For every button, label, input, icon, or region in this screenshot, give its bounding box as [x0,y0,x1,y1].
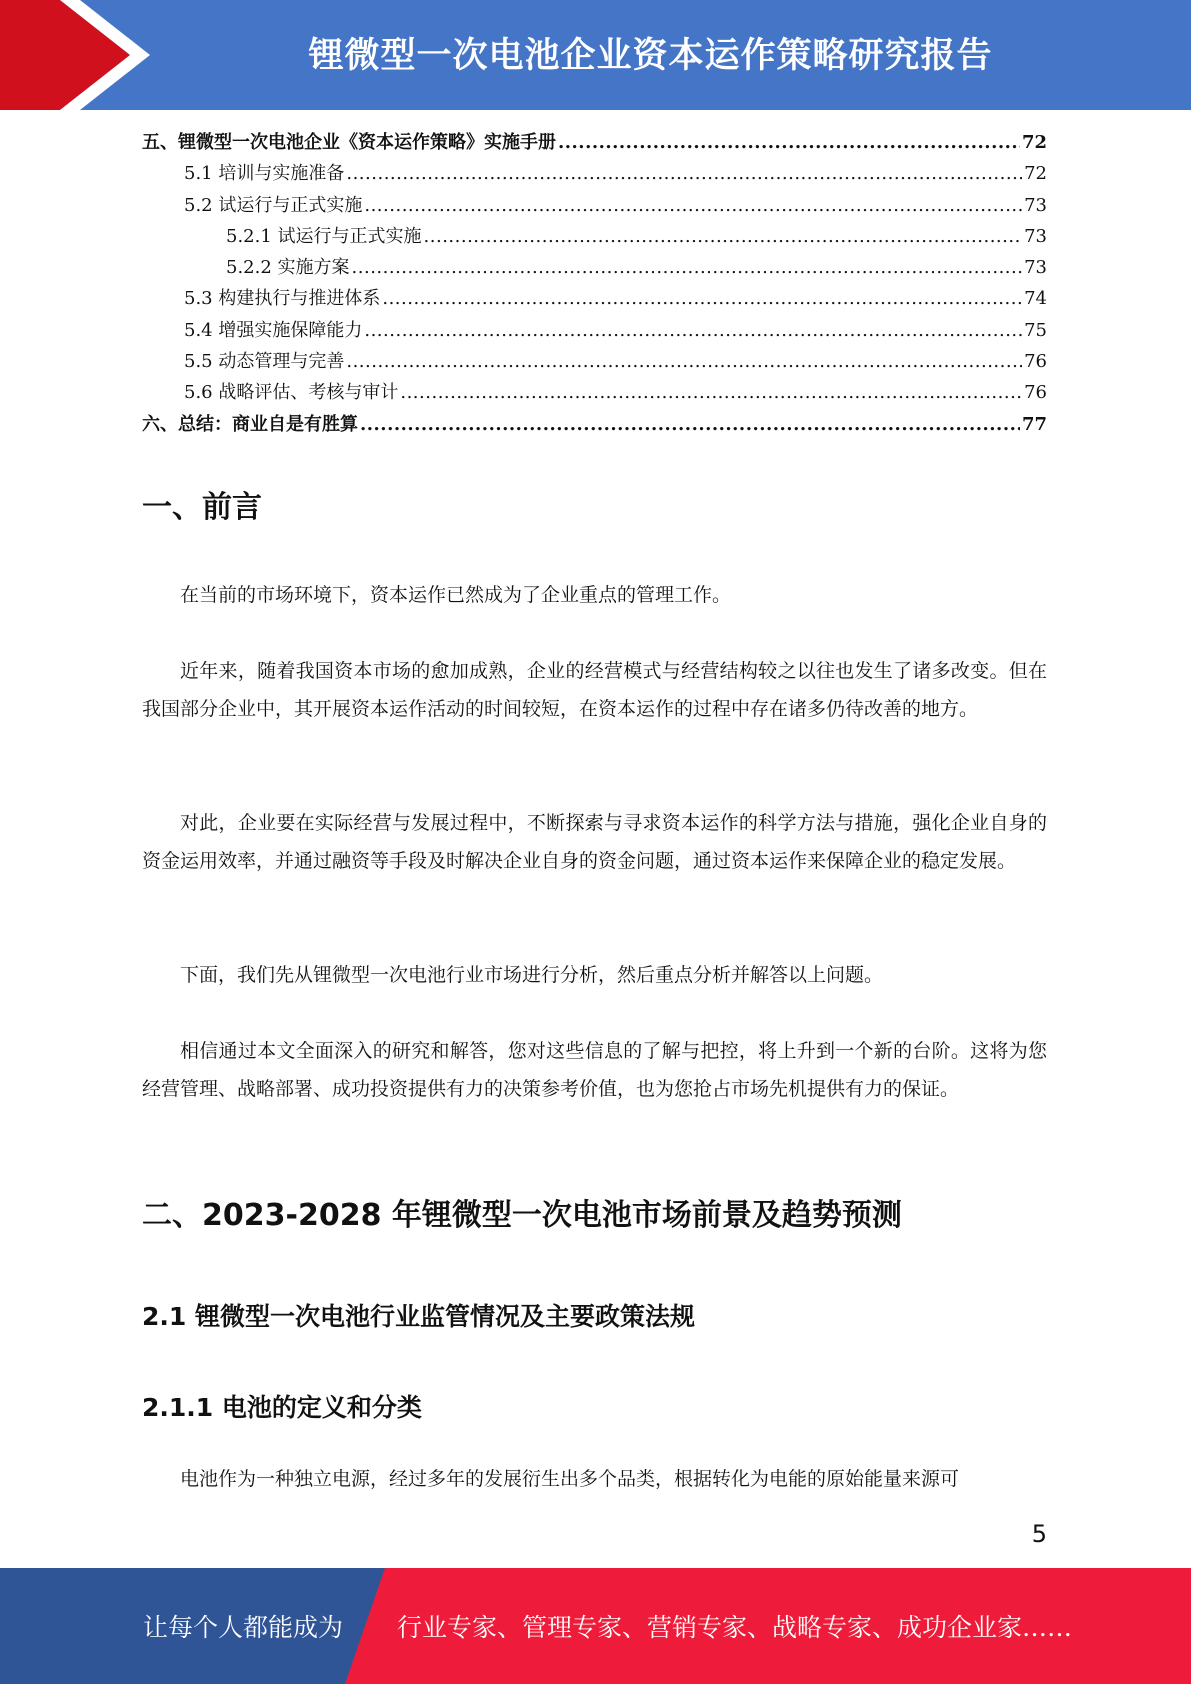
preface-paragraph-4: 下面，我们先从锂微型一次电池行业市场进行分析，然后重点分析并解答以上问题。 [180,964,884,986]
toc-entry-page: 74 [1024,288,1047,310]
toc-dot-leader [352,257,1023,278]
toc-entry[interactable] [142,410,1047,441]
toc-entry-page: 72 [1021,132,1047,153]
toc-entry[interactable] [142,378,1047,409]
toc-entry-page: 73 [1024,194,1047,216]
toc-entry[interactable] [142,347,1047,378]
toc-dot-leader [364,320,1022,341]
toc-entry[interactable] [142,222,1047,253]
toc-entry-label: 5.2 试运行与正式实施 [184,194,363,216]
toc-entry-page: 72 [1024,163,1047,185]
toc-entry-label: 五、锂微型一次电池企业《资本运作策略》实施手册 [142,132,556,153]
toc-entry-label: 5.4 增强实施保障能力 [184,319,363,341]
toc-entry[interactable] [142,284,1047,315]
toc-dot-leader [400,382,1022,403]
toc-entry-label: 5.5 动态管理与完善 [184,351,345,373]
toc-entry-label: 5.6 战略评估、考核与审计 [184,382,399,404]
toc-entry[interactable] [142,191,1047,222]
toc-entry-label: 5.2.1 试运行与正式实施 [226,225,422,247]
preface-heading: 一、前言 [142,490,262,525]
toc-dot-leader [360,414,1020,435]
preface-paragraph-5: 相信通过本文全面深入的研究和解答，您对这些信息的了解与把控，将上升到一个新的台阶。这将为您经营管理、战略部署、成功投资提供有力的决策参考价值，也为您抢占市场先机提供有力的保证。 [142,1040,1047,1100]
toc-entry-page: 73 [1024,225,1047,247]
toc-dot-leader [382,288,1022,309]
report-title: 锂微型一次电池企业资本运作策略研究报告 [308,36,993,76]
header-banner [0,0,1191,110]
page-number: 5 [1031,1520,1047,1548]
section-2-1-heading: 2.1 锂微型一次电池行业监管情况及主要政策法规 [142,1302,695,1331]
toc-entry[interactable] [142,316,1047,347]
preface-paragraph-1: 在当前的市场环境下，资本运作已然成为了企业重点的管理工作。 [180,584,732,606]
table-of-contents [142,128,1047,441]
toc-entry-label: 5.1 培训与实施准备 [184,163,345,185]
toc-entry-page: 77 [1021,413,1047,435]
footer-banner [0,1568,1191,1684]
section-2-1-1-heading: 2.1.1 电池的定义和分类 [142,1393,422,1422]
toc-dot-leader [558,132,1020,153]
preface-paragraph-2: 近年来，随着我国资本市场的愈加成熟，企业的经营模式与经营结构较之以往也发生了诸多改变。但在我国部分企业中，其开展资本运作活动的时间较短，在资本运作的过程中存在诸多仍待改善的地方。 [142,660,1047,720]
toc-entry[interactable] [142,128,1047,159]
preface-paragraph-3: 对此，企业要在实际经营与发展过程中，不断探索与寻求资本运作的科学方法与措施，强化企业自身的资金运用效率，并通过融资等手段及时解决企业自身的资金问题，通过资本运作来保障企业的稳定发展。 [142,812,1047,872]
toc-dot-leader [364,195,1022,216]
toc-entry-page: 76 [1024,351,1047,373]
section-2-1-1-paragraph: 电池作为一种独立电源，经过多年的发展衍生出多个品类，根据转化为电能的原始能量来源可 [180,1468,960,1490]
toc-entry-label: 5.3 构建执行与推进体系 [184,288,381,310]
footer-right-text: 行业专家、管理专家、营销专家、战略专家、成功企业家…… [397,1613,1073,1642]
chapter-2-heading: 二、2023-2028 年锂微型一次电池市场前景及趋势预测 [142,1198,902,1233]
toc-entry-page: 75 [1024,319,1047,341]
toc-entry-label: 5.2.2 实施方案 [226,257,350,279]
footer-left-text: 让每个人都能成为 [143,1613,344,1642]
toc-dot-leader [424,226,1023,247]
toc-dot-leader [346,163,1022,184]
toc-entry-page: 76 [1024,382,1047,404]
toc-dot-leader [346,351,1022,372]
toc-entry-page: 73 [1024,257,1047,279]
toc-entry[interactable] [142,253,1047,284]
toc-entry-label: 六、总结：商业自是有胜算 [142,413,358,435]
toc-entry[interactable] [142,159,1047,190]
chevron-logo-icon [0,0,160,110]
